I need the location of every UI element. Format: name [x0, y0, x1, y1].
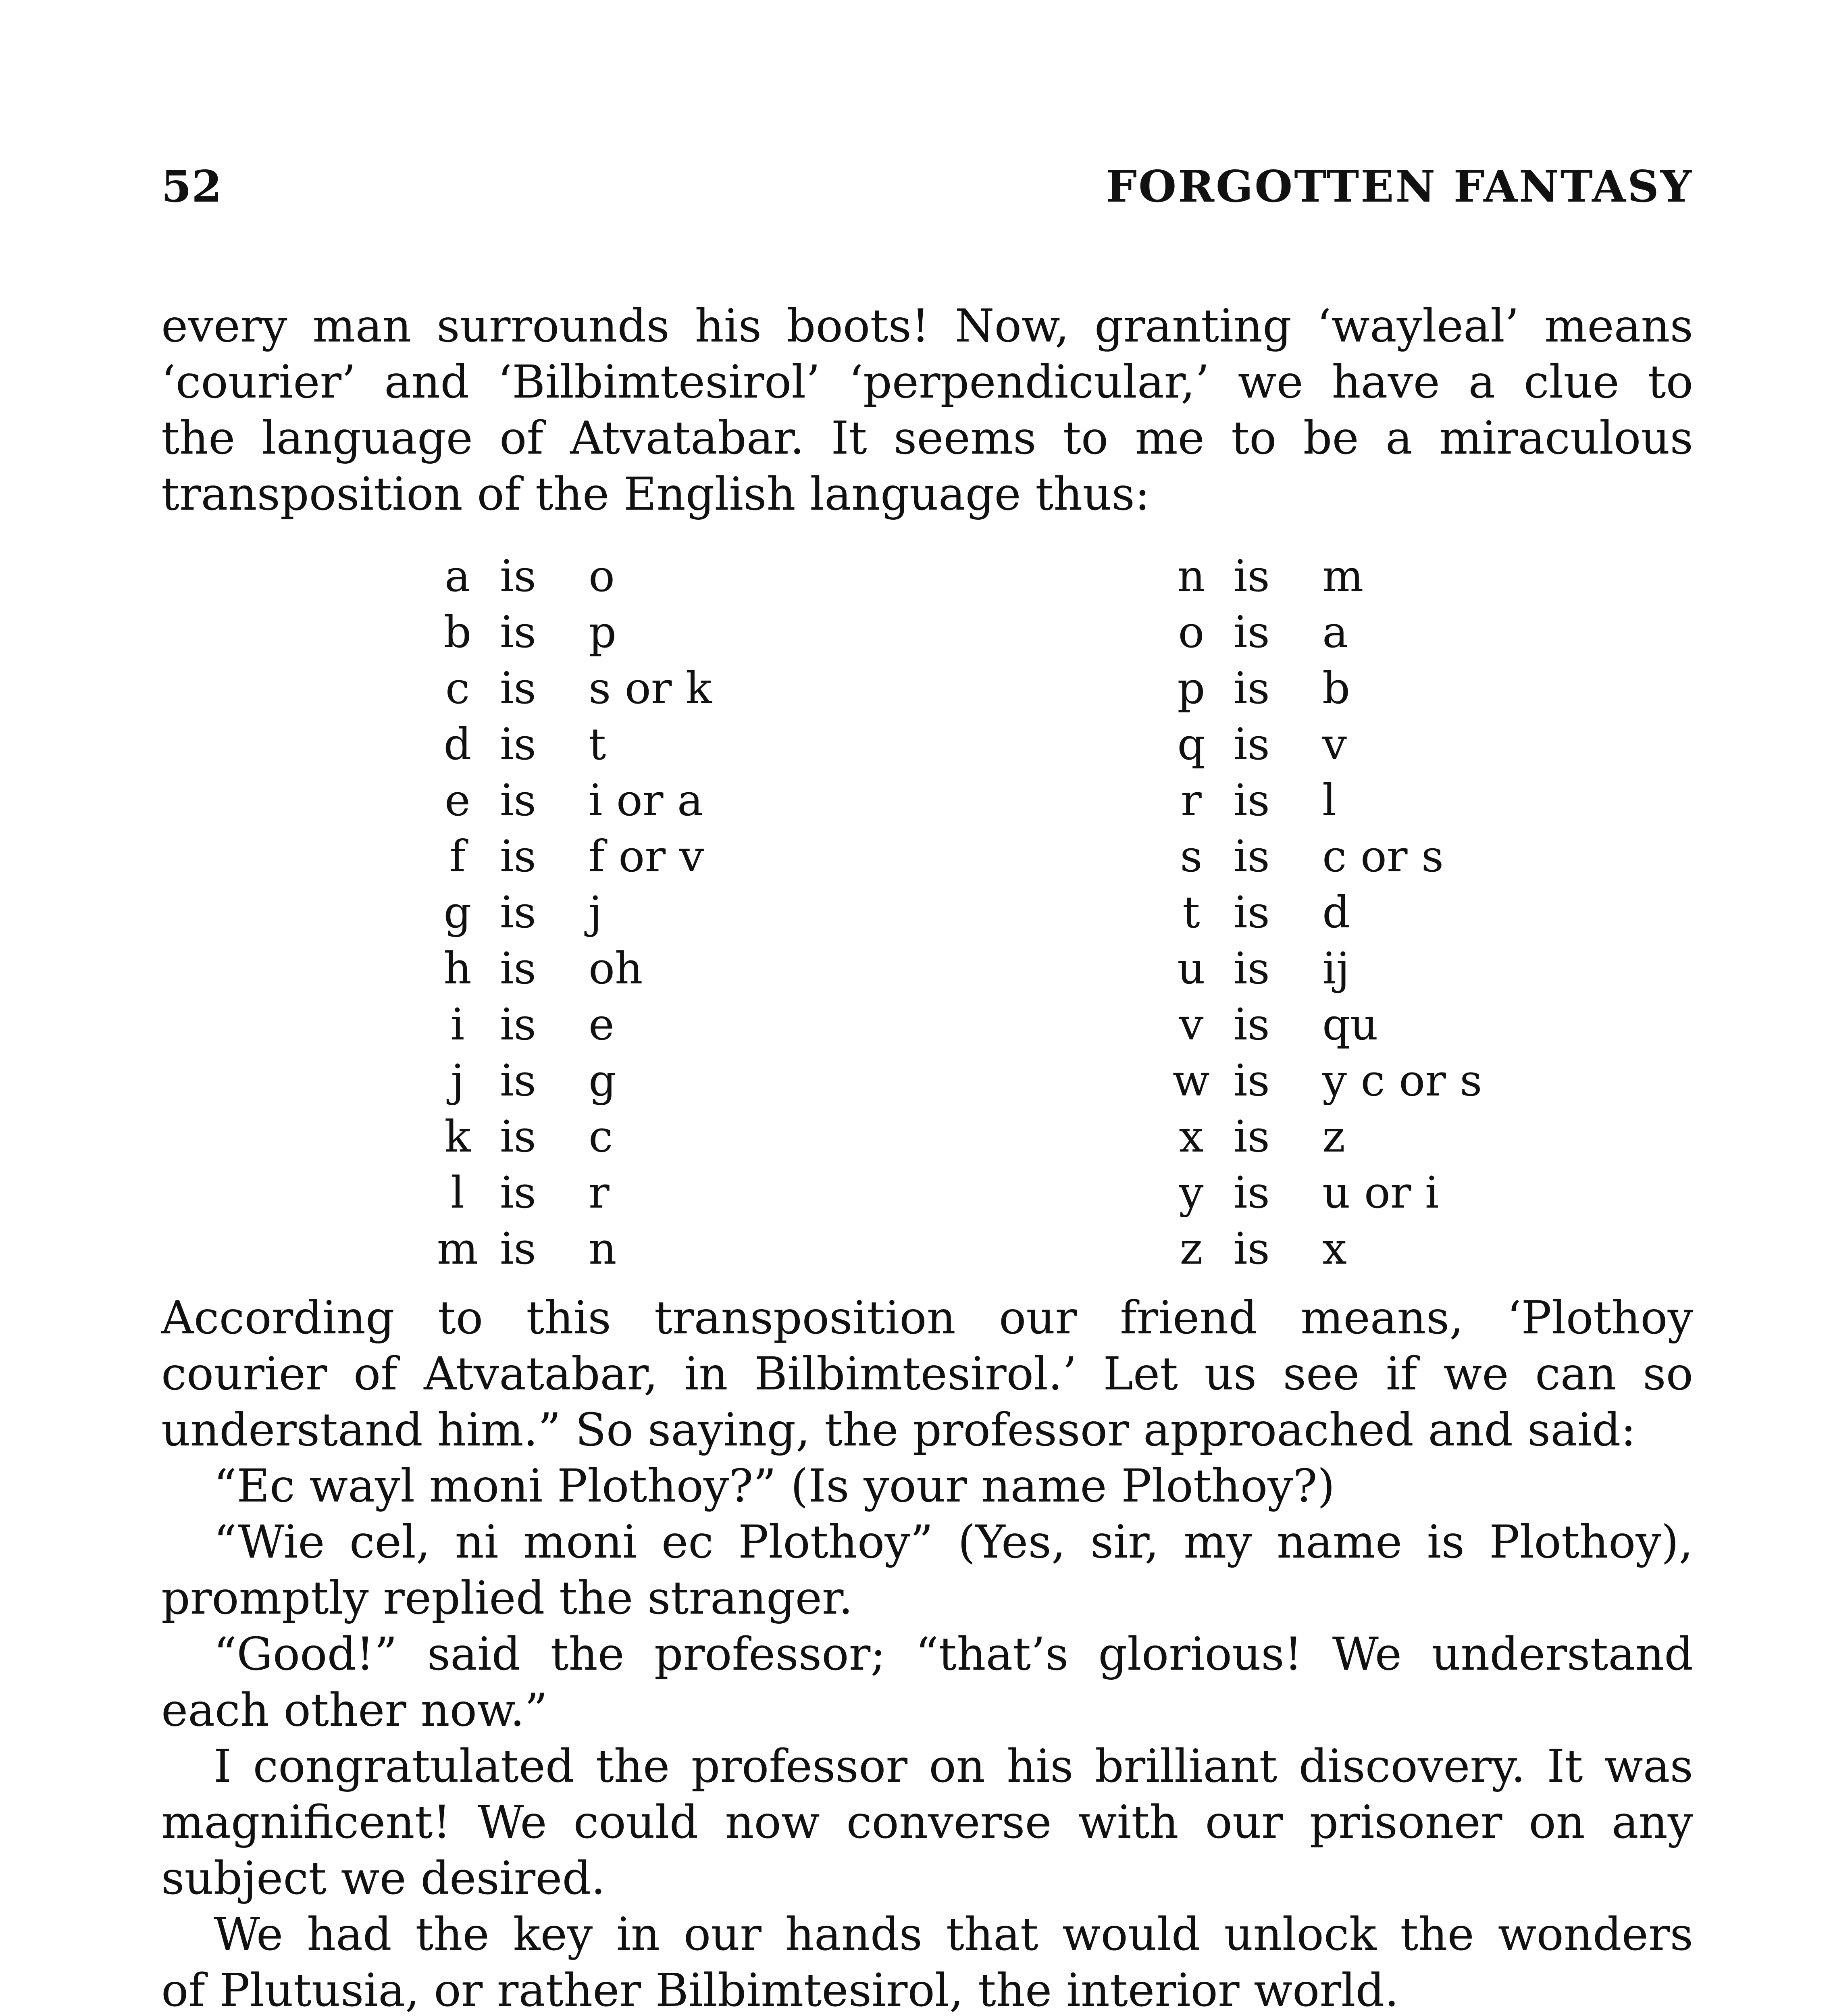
cipher-letter: l [450, 1168, 465, 1218]
cipher-row [1169, 997, 1613, 1053]
text-line: “Ec wayl moni Plothoy?” (Is your name Plothoy?) [214, 1460, 1335, 1512]
cipher-connector: is [500, 887, 536, 938]
cipher-equivalent: j [589, 887, 602, 938]
text-line: “Wie cel, ni moni ec Plothoy” (Yes, sir, my name is Plothoy), [214, 1516, 1693, 1568]
cipher-row [1169, 941, 1613, 997]
cipher-equivalent: e [589, 1000, 614, 1050]
cipher-row [1169, 660, 1613, 716]
cipher-equivalent: a [1322, 607, 1348, 658]
cipher-connector: is [500, 775, 536, 826]
cipher-letter: u [1177, 943, 1205, 994]
cipher-equivalent: l [1322, 775, 1336, 826]
cipher-letter: k [444, 1112, 471, 1162]
text-line: According to this transposition our friend means, ‘Plothoy [161, 1292, 1693, 1344]
cipher-equivalent: b [1322, 663, 1350, 714]
cipher-row [435, 1053, 879, 1109]
cipher-equivalent: r [589, 1168, 610, 1218]
text-line: ‘courier’ and ‘Bilbimtesirol’ ‘perpendicular,’ we have a clue to [161, 356, 1693, 408]
cipher-connector: is [500, 1000, 536, 1050]
cipher-row [435, 1109, 879, 1165]
cipher-equivalent: u or i [1322, 1168, 1439, 1218]
cipher-table [435, 548, 1645, 1274]
opening-paragraph [161, 298, 1693, 523]
text-line: “Good!” said the professor; “that’s glorious! We understand [214, 1628, 1693, 1681]
cipher-equivalent: m [1322, 551, 1364, 602]
cipher-letter: y [1179, 1168, 1204, 1218]
cipher-letter: d [443, 719, 472, 770]
cipher-letter: f [449, 831, 466, 882]
cipher-connector: is [1234, 1168, 1270, 1218]
cipher-letter: e [445, 775, 470, 826]
cipher-equivalent: oh [589, 943, 643, 994]
cipher-connector: is [1234, 719, 1270, 770]
cipher-row [435, 829, 879, 885]
cipher-equivalent: ij [1322, 943, 1350, 994]
cipher-row [1169, 829, 1613, 885]
cipher-equivalent: o [589, 551, 615, 602]
text-line: promptly replied the stranger. [161, 1572, 853, 1624]
cipher-equivalent: n [589, 1224, 617, 1274]
cipher-letter: m [437, 1224, 479, 1274]
cipher-row [435, 604, 879, 660]
cipher-row [435, 997, 879, 1053]
cipher-letter: w [1172, 1056, 1210, 1106]
cipher-connector: is [1234, 1000, 1270, 1050]
cipher-row [1169, 604, 1613, 660]
cipher-equivalent: g [589, 1056, 617, 1106]
cipher-letter: b [443, 607, 472, 658]
cipher-equivalent: c or s [1322, 831, 1444, 882]
cipher-equivalent: x [1322, 1224, 1347, 1274]
cipher-row [1169, 1053, 1613, 1109]
text-line: each other now.” [161, 1684, 548, 1737]
cipher-connector: is [500, 663, 536, 714]
cipher-letter: x [1179, 1112, 1204, 1162]
cipher-equivalent: s or k [589, 663, 712, 714]
cipher-letter: j [451, 1056, 464, 1106]
cipher-connector: is [500, 719, 536, 770]
text-line: understand him.” So saying, the professor approached and said: [161, 1404, 1636, 1456]
cipher-connector: is [500, 1224, 536, 1274]
cipher-letter: a [444, 551, 471, 602]
cipher-row [1169, 1221, 1613, 1277]
cipher-connector: is [500, 551, 536, 602]
cipher-letter: h [443, 943, 472, 994]
cipher-row [435, 716, 879, 773]
cipher-letter: g [443, 887, 472, 938]
cipher-row [1169, 548, 1613, 604]
text-line: of Plutusia, or rather Bilbimtesirol, the interior world. [161, 1964, 1399, 2016]
cipher-letter: z [1180, 1224, 1203, 1274]
cipher-equivalent: p [589, 607, 617, 658]
running-title: FORGOTTEN FANTASY [1106, 161, 1693, 212]
cipher-row [435, 1221, 879, 1277]
cipher-connector: is [1234, 551, 1270, 602]
cipher-connector: is [1234, 887, 1270, 938]
cipher-equivalent: f or v [589, 831, 704, 882]
cipher-letter: s [1180, 831, 1203, 882]
text-line: magnificent! We could now converse with our prisoner on any [161, 1796, 1693, 1849]
cipher-equivalent: qu [1322, 1000, 1378, 1050]
cipher-row [435, 885, 879, 941]
cipher-connector: is [500, 1056, 536, 1106]
cipher-row [1169, 885, 1613, 941]
cipher-row [435, 773, 879, 829]
cipher-connector: is [1234, 1056, 1270, 1106]
cipher-equivalent: t [589, 719, 606, 770]
cipher-row [435, 548, 879, 604]
cipher-connector: is [500, 1112, 536, 1162]
cipher-connector: is [1234, 943, 1270, 994]
cipher-letter: t [1182, 887, 1200, 938]
cipher-equivalent: c [589, 1112, 613, 1162]
cipher-connector: is [1234, 1224, 1270, 1274]
text-line: subject we desired. [161, 1852, 605, 1905]
cipher-letter: o [1178, 607, 1205, 658]
cipher-connector: is [1234, 1112, 1270, 1162]
cipher-row [1169, 1165, 1613, 1221]
text-line: courier of Atvatabar, in Bilbimtesirol.’ Let us see if we can so [161, 1348, 1693, 1400]
page-number: 52 [161, 161, 222, 212]
cipher-column-right [1169, 548, 1613, 1277]
cipher-letter: q [1177, 719, 1205, 770]
cipher-equivalent: z [1322, 1112, 1345, 1162]
text-line: transposition of the English language thus: [161, 468, 1150, 521]
cipher-letter: i [450, 1000, 465, 1050]
cipher-connector: is [1234, 663, 1270, 714]
text-line: every man surrounds his boots! Now, granting ‘wayleal’ means [161, 300, 1693, 352]
cipher-letter: c [445, 663, 470, 714]
cipher-connector: is [1234, 775, 1270, 826]
cipher-equivalent: i or a [589, 775, 703, 826]
cipher-connector: is [500, 1168, 536, 1218]
cipher-equivalent: v [1322, 719, 1347, 770]
cipher-connector: is [1234, 831, 1270, 882]
text-line: I congratulated the professor on his brilliant discovery. It was [214, 1740, 1693, 1793]
cipher-letter: r [1181, 775, 1202, 826]
page-header [161, 161, 1693, 242]
cipher-connector: is [500, 831, 536, 882]
cipher-row [1169, 773, 1613, 829]
cipher-letter: p [1177, 663, 1205, 714]
text-line: We had the key in our hands that would unlock the wonders [214, 1908, 1693, 1961]
cipher-letter: v [1179, 1000, 1204, 1050]
cipher-equivalent: y c or s [1322, 1056, 1482, 1106]
body-text [161, 1290, 1693, 2016]
cipher-connector: is [1234, 607, 1270, 658]
cipher-connector: is [500, 607, 536, 658]
cipher-column-left [435, 548, 879, 1277]
cipher-row [1169, 716, 1613, 773]
cipher-row [435, 1165, 879, 1221]
cipher-letter: n [1177, 551, 1205, 602]
cipher-row [1169, 1109, 1613, 1165]
cipher-connector: is [500, 943, 536, 994]
cipher-row [435, 941, 879, 997]
text-line: the language of Atvatabar. It seems to me to be a miraculous [161, 412, 1693, 464]
cipher-row [435, 660, 879, 716]
cipher-equivalent: d [1322, 887, 1350, 938]
